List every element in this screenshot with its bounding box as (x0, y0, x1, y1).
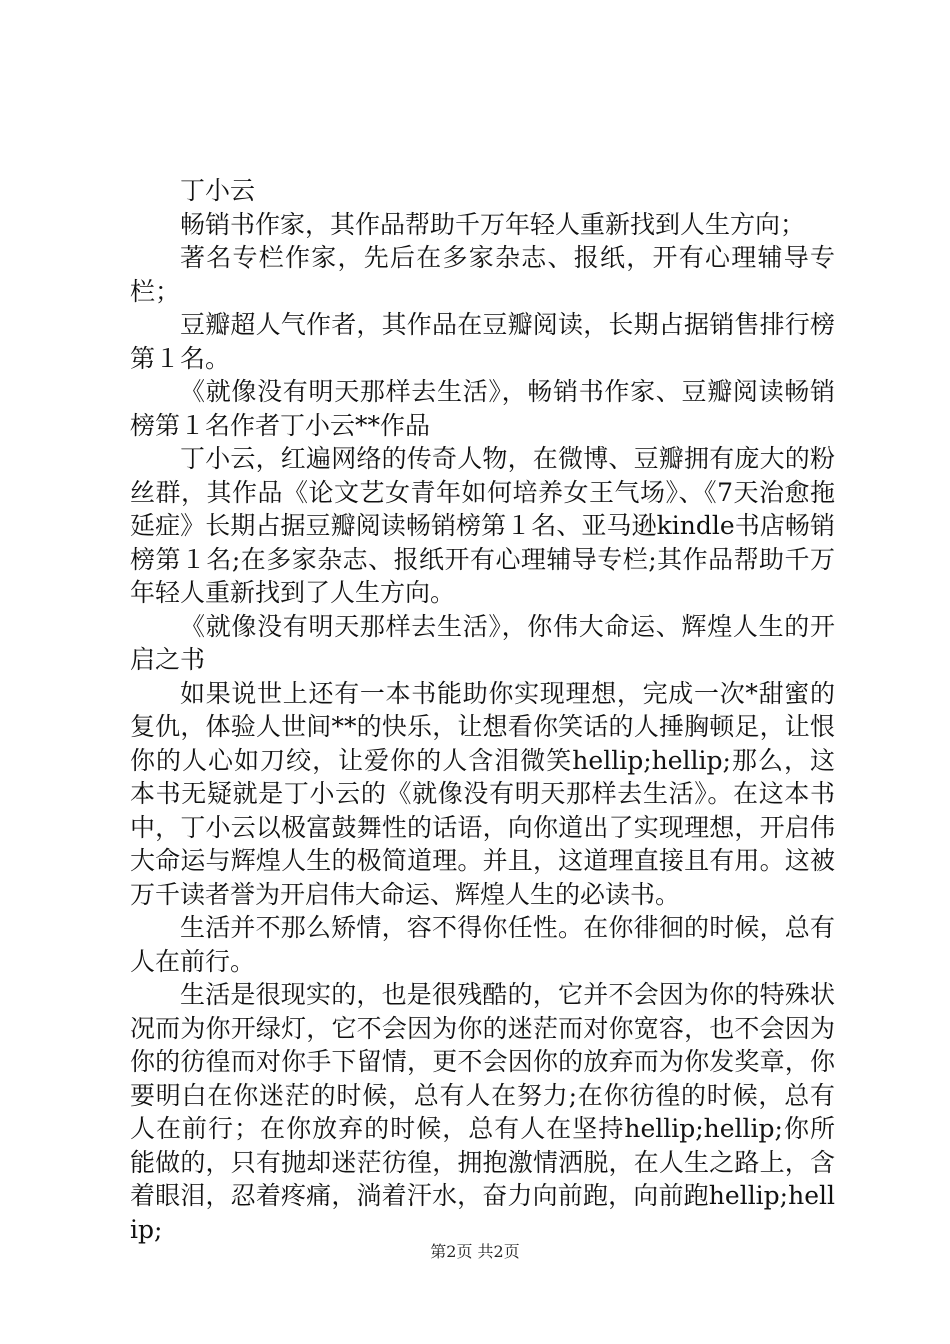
paragraph-douban-author: 豆瓣超人气作者，其作品在豆瓣阅读，长期占据销售排行榜第１名。 (130, 310, 835, 373)
paragraph-book-tagline: 《就像没有明天那样去生活》，你伟大命运、辉煌人生的开启之书 (130, 611, 835, 674)
paragraph-columnist: 著名专栏作家，先后在多家杂志、报纸，开有心理辅导专栏； (130, 243, 835, 306)
paragraph-life-reality: 生活是很现实的，也是很残酷的，它并不会因为你的特殊状况而为你开绿灯，它不会因为你的迷茫而对你宽容，也不会因为你的彷徨而对你手下留情，更不会因你的放弃而为你发奖章，你要明白在你迷茫的时候，总有人在努力;在你彷徨的时候，总有人在前行；在你放弃的时候，总有人在坚持hellip;hellip;你所能做的，只有抛却迷茫彷徨，拥抱激情洒脱，在人生之路上，含着眼泪，忍着疼痛，淌着汗水，奋力向前跑，向前跑hellip;hellip; (130, 980, 835, 1244)
paragraph-author-name: 丁小云 (180, 176, 256, 205)
paragraph-author-bio: 丁小云，红遍网络的传奇人物，在微博、豆瓣拥有庞大的粉丝群，其作品《论文艺女青年如何培养女王气场》、《7天治愈拖延症》长期占据豆瓣阅读畅销榜第１名、亚马逊kindle书店畅销榜第１名;在多家杂志、报纸开有心理辅导专栏;其作品帮助千万年轻人重新找到了人生方向。 (130, 444, 835, 607)
paragraph-book-intro: 《就像没有明天那样去生活》，畅销书作家、豆瓣阅读畅销榜第１名作者丁小云**作品 (130, 377, 835, 440)
page-number-footer: 第2页 共2页 (430, 1242, 520, 1261)
paragraph-life-short: 生活并不那么矫情，容不得你任性。在你徘徊的时候，总有人在前行。 (130, 913, 835, 976)
paragraph-bestselling-author: 畅销书作家，其作品帮助千万年轻人重新找到人生方向； (180, 209, 806, 239)
document-body (130, 174, 835, 1246)
paragraph-book-description: 如果说世上还有一本书能助你实现理想，完成一次*甜蜜的复仇，体验人世间**的快乐，让想看你笑话的人捶胸顿足，让恨你的人心如刀绞，让爱你的人含泪微笑hellip;hellip;那么，这本书无疑就是丁小云的《就像没有明天那样去生活》。在这本书中，丁小云以极富鼓舞性的话语，向你道出了实现理想，开启伟大命运与辉煌人生的极简道理。并且，这道理直接且有用。这被万千读者誉为开启伟大命运、辉煌人生的必读书。 (130, 678, 835, 909)
